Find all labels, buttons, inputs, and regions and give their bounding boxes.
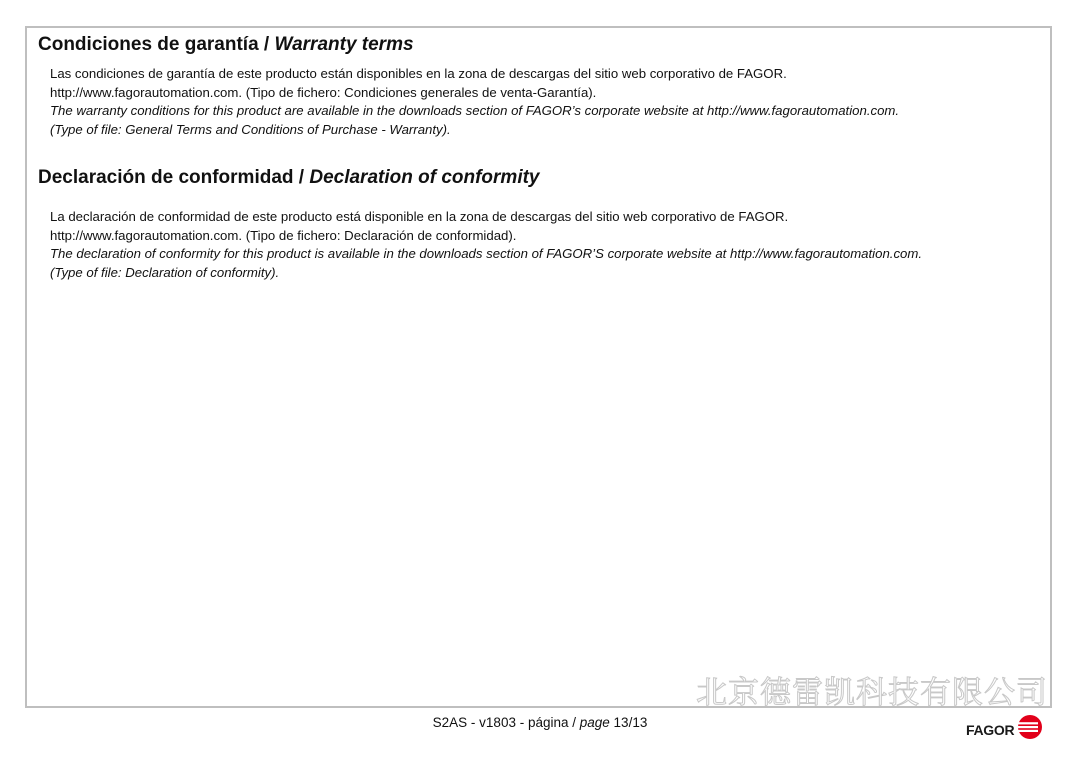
footer-page-word: page (579, 715, 610, 730)
warranty-heading-en: Warranty terms (274, 34, 414, 55)
fagor-logo-icon (1017, 714, 1043, 745)
warranty-heading-es: Condiciones de garantía / (38, 34, 275, 55)
conformity-heading-es: Declaración de conformidad / (38, 167, 310, 188)
fagor-logo (966, 714, 1043, 745)
conformity-line-en-2: (Type of file: Declaration of conformity). (50, 264, 280, 280)
warranty-line-en-2: (Type of file: General Terms and Conditions of Purchase - Warranty). (50, 121, 451, 137)
conformity-paragraph (50, 208, 922, 282)
warranty-line-es-1: Las condiciones de garantía de este producto están disponibles en la zona de descargas del sitio web corporativo de FAGOR. (50, 66, 787, 81)
company-watermark: 北京德雷凯科技有限公司 (696, 675, 1048, 711)
conformity-line-en-1: The declaration of conformity for this product is available in the downloads section of FAGOR’S corporate website at http://www.fagorautomation.com. (50, 246, 923, 261)
warranty-line-en-1: The warranty conditions for this product are available in the downloads section of FAGOR’s corporate website at http://www.fagorautomation.com. (50, 103, 900, 118)
conformity-heading (38, 167, 540, 189)
fagor-logo-text: FAGOR (966, 721, 1015, 738)
warranty-paragraph (50, 65, 899, 139)
warranty-heading (38, 34, 414, 56)
conformity-line-es-1: La declaración de conformidad de este producto está disponible en la zona de descargas del sitio web corporativo de FAGOR. (50, 209, 789, 224)
page-footer (0, 715, 1080, 730)
footer-page-number: 13/13 (609, 715, 648, 730)
footer-prefix: S2AS - v1803 - página / (432, 715, 580, 730)
warranty-line-es-2: http://www.fagorautomation.com. (Tipo de fichero: Condiciones generales de venta-Garantía). (50, 84, 597, 100)
conformity-heading-en: Declaration of conformity (309, 167, 540, 188)
conformity-line-es-2: http://www.fagorautomation.com. (Tipo de fichero: Declaración de conformidad). (50, 227, 517, 243)
